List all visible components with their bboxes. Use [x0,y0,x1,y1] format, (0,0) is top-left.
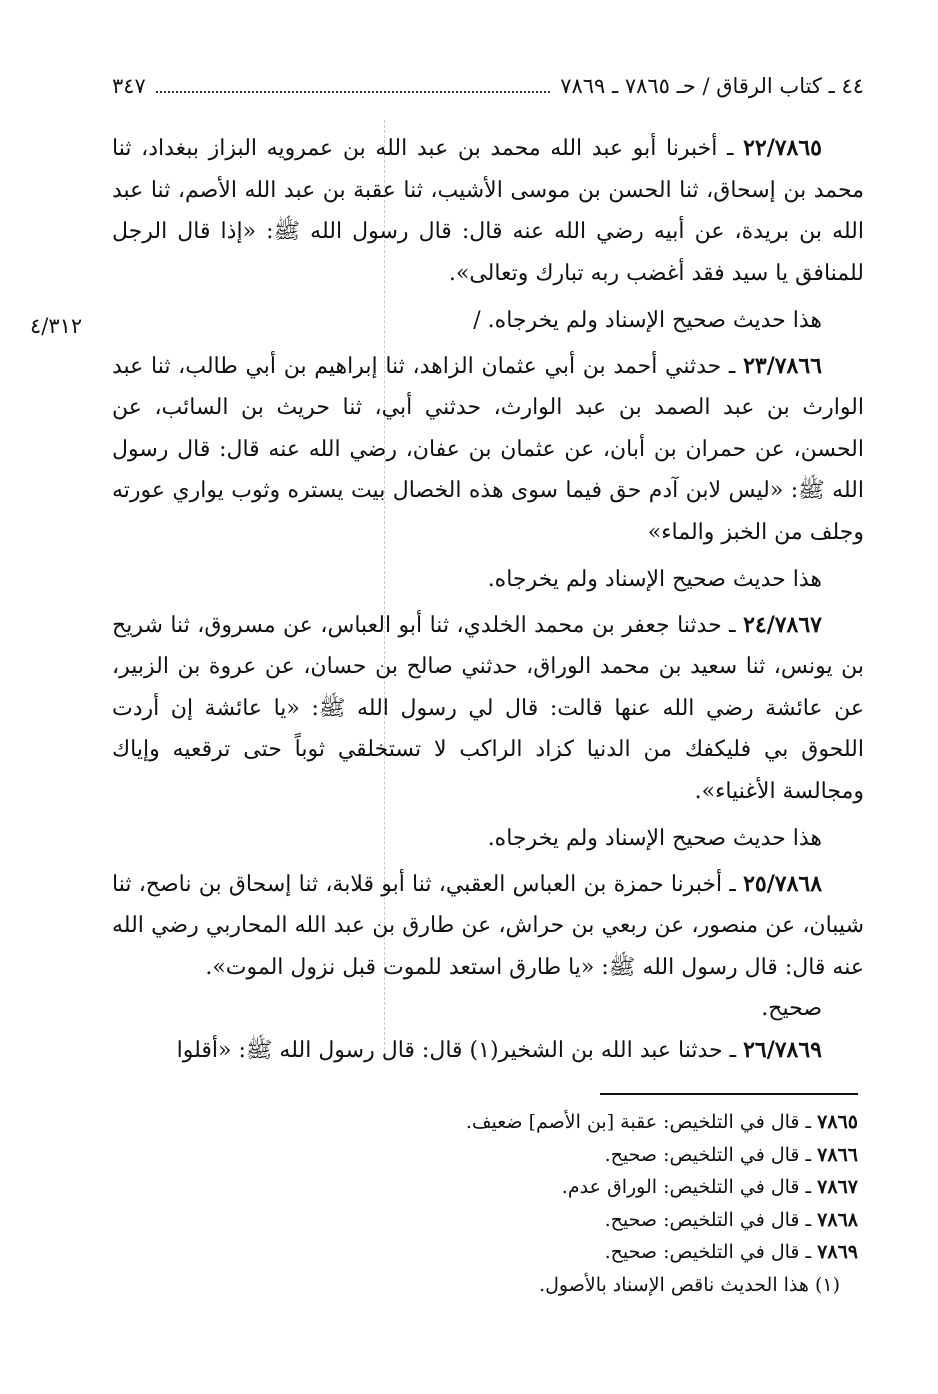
footnote-number: ٧٨٦٦ [817,1143,858,1166]
footnote-line [112,1106,864,1139]
hadith-text: ـ حدثنا عبد الله بن الشخير(١) قال: قال رسول الله ﷺ: «أقلوا [176,1037,737,1063]
hadith-7869 [112,1030,864,1072]
footnote-text: ـ قال في التلخيص: صحيح. [604,1143,812,1166]
dotted-leader [156,79,550,93]
hadith-verdict: هذا حديث صحيح الإسناد ولم يخرجاه. [487,567,822,592]
hadith-7866 [112,346,864,554]
footnote-number: ٧٨٦٩ [817,1241,858,1263]
footnote-number: ٧٨٦٧ [817,1176,858,1198]
footnote-line [112,1236,864,1269]
hadith-text: ـ أخبرنا حمزة بن العباس العقبي، ثنا أبو قلابة، ثنا إسحاق بن ناصح، ثنا شيبان، عن منصور، عن ربعي بن حراش، عن طارق بن عبد الله المحاربي رضي الله عنه قال: قال رسول الله ﷺ: «يا طارق استعد للموت قبل نزول الموت». [112,871,864,980]
running-title: ٤٤ ـ كتاب الرقاق / حـ ٧٨٦٥ ـ ٧٨٦٩ [560,74,864,98]
footnote-line [112,1204,864,1237]
footnote-text: ـ قال في التلخيص: صحيح. [604,1241,812,1263]
footnote-number: ٧٨٦٥ [817,1111,858,1133]
hadith-text: ـ حدثنا جعفر بن محمد الخلدي، ثنا أبو العباس، عن مسروق، ثنا شريح بن يونس، ثنا سعيد بن محمد الوراق، حدثني صالح بن حسان، عن عروة بن الزبير، عن عائشة رضي الله عنها قالت: قال لي رسول الله ﷺ: «يا عائشة إن أردت اللحوق بي فليكفك من الدنيا كزاد الراكب لا تستخلقي ثوباً حتى ترقعيه وإياك ومجالسة الأغنياء». [112,612,864,804]
hadith-number: ٢٥/٧٨٦٨ [743,870,823,897]
footnotes [112,1106,864,1301]
hadith-verdict: هذا حديث صحيح الإسناد ولم يخرجاه. / [473,308,822,333]
footnote-text: ـ قال في التلخيص: الوراق عدم. [561,1176,812,1198]
hadith-number: ٢٣/٧٨٦٦ [743,352,822,379]
footnote-separator [600,1093,858,1095]
main-text [112,128,864,1071]
hadith-text: ـ أخبرنا أبو عبد الله محمد بن عبد الله بن عمرويه البزاز ببغداد، ثنا محمد بن إسحاق، ثنا الحسن بن موسى الأشيب، ثنا عقبة بن عبد الله الأصم، ثنا عبد الله بن بريدة، عن أبيه رضي الله عنه قال: قال رسول الله ﷺ: «إذا قال الرجل للمنافق يا سيد فقد أغضب ربه تبارك وتعالى». [112,136,864,286]
footnote-line [112,1139,864,1172]
hadith-number: ٢٦/٧٨٦٩ [743,1036,822,1063]
hadith-verdict: صحيح. [761,996,822,1021]
hadith-verdict: هذا حديث صحيح الإسناد ولم يخرجاه. [487,826,822,851]
footnote-text: ـ قال في التلخيص: صحيح. [604,1208,812,1231]
footnote-text: ـ قال في التلخيص: عقبة [بن الأصم] ضعيف. [465,1111,812,1133]
footnote-number: ٧٨٦٨ [817,1208,858,1231]
hadith-7867 [112,605,864,813]
hadith-7865 [112,128,864,294]
hadith-text: ـ حدثني أحمد بن أبي عثمان الزاهد، ثنا إبراهيم بن أبي طالب، ثنا عبد الوارث بن عبد الصمد بن عبد الوارث، حدثني أبي، ثنا حريث بن السائب، عن الحسن، عن حمران بن أبان، عن عثمان بن عفان، رضي الله عنه قال: قال رسول الله ﷺ: «ليس لابن آدم حق فيما سوى هذه الخصال بيت يستره وثوب يواري عورته وجلف من الخبز والماء» [112,353,864,545]
footnote-line [112,1171,864,1204]
hadith-7868 [112,864,864,989]
hadith-number: ٢٢/٧٨٦٥ [743,135,822,161]
footnote-note: (١) هذا الحديث ناقص الإسناد بالأصول. [539,1273,840,1296]
hadith-number: ٢٤/٧٨٦٧ [743,611,822,638]
page-number: ٣٤٧ [112,74,146,98]
margin-reference: ٤/٣١٢ [30,314,83,338]
page-header [112,66,864,106]
